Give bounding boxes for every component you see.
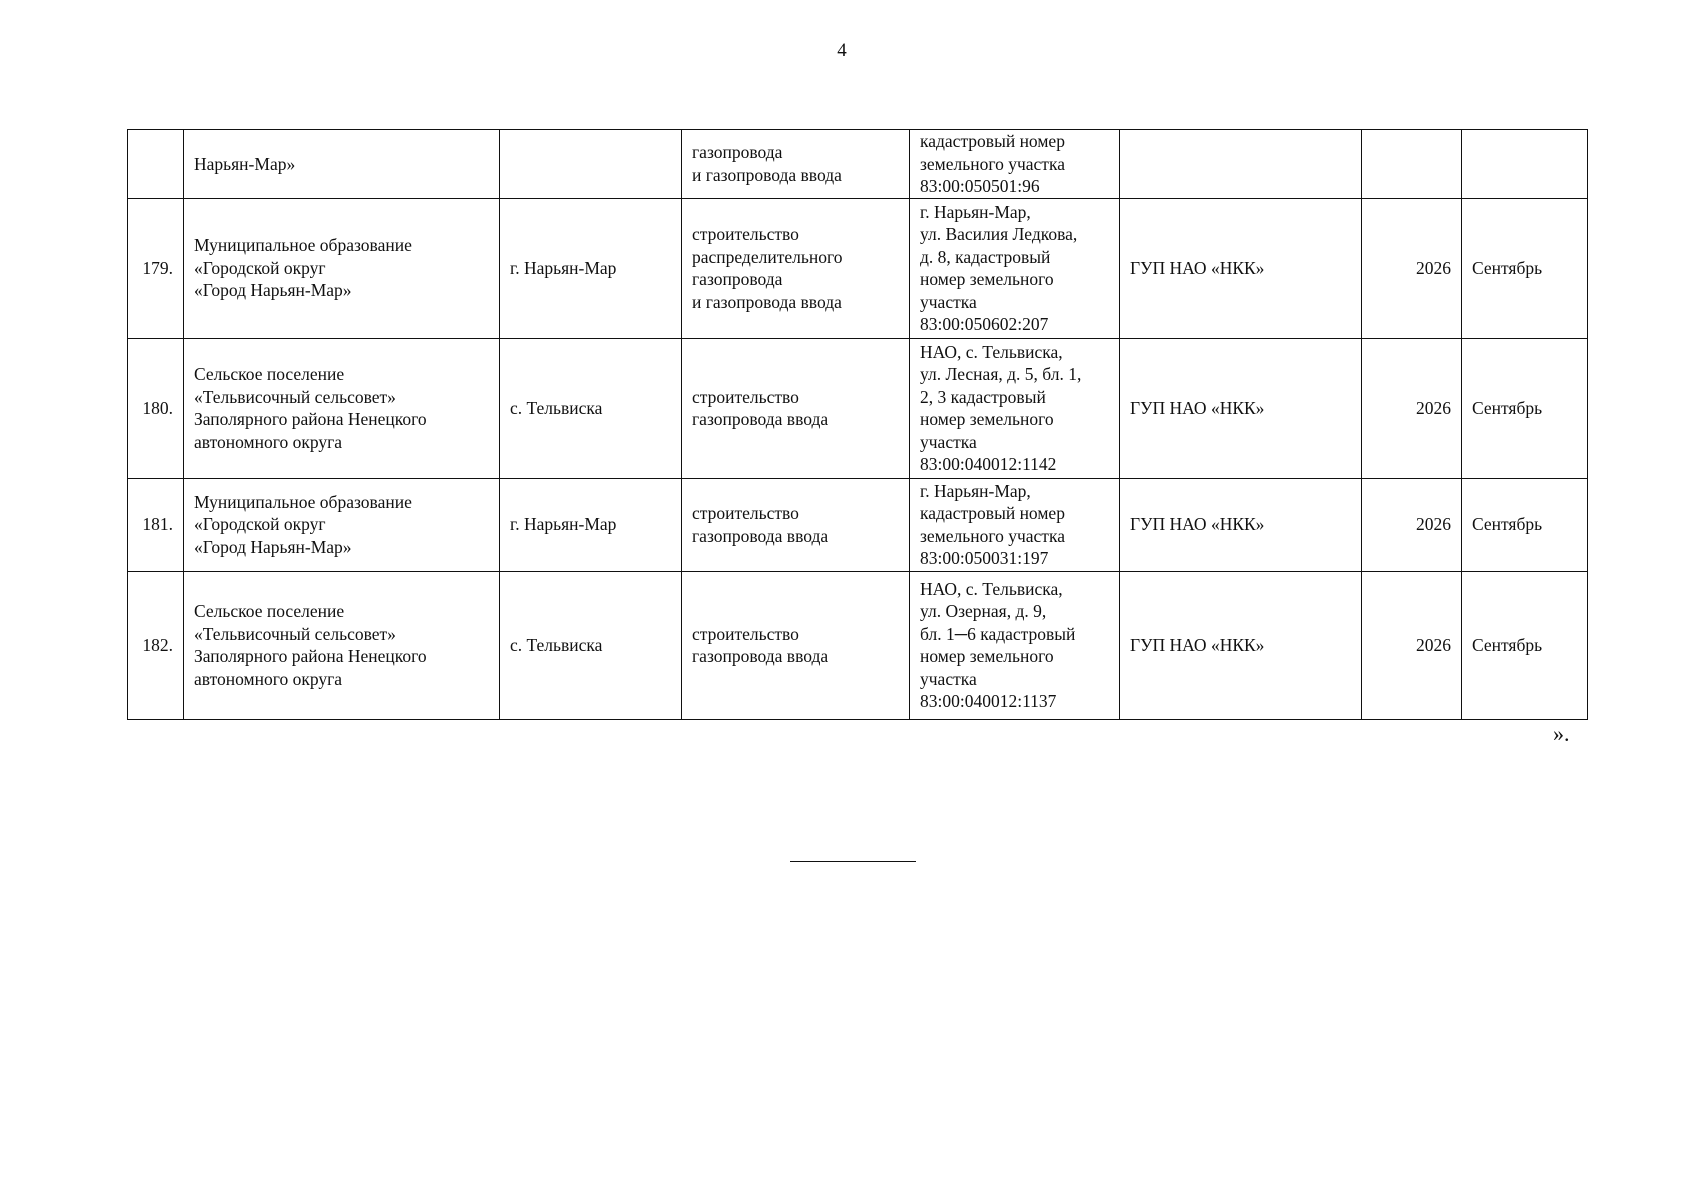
locality: с. Тельвиска: [500, 338, 682, 478]
executor-name: ГУП НАО «НКК»: [1120, 338, 1362, 478]
year: [1362, 130, 1462, 199]
year: 2026: [1362, 198, 1462, 338]
month: Сентябрь: [1462, 338, 1588, 478]
work-description: строительство газопровода ввода: [692, 503, 829, 546]
row-number: 180.: [128, 338, 184, 478]
locality: г. Нарьян-Мар: [500, 198, 682, 338]
month: [1462, 130, 1588, 199]
municipality-name: Нарьян-Мар»: [194, 153, 296, 174]
table-row: [128, 198, 1588, 338]
work-description: газопровода и газопровода ввода: [692, 142, 842, 185]
work-description: строительство газопровода ввода: [692, 386, 829, 429]
month: Сентябрь: [1462, 478, 1588, 571]
year: 2026: [1362, 338, 1462, 478]
year: 2026: [1362, 478, 1462, 571]
table-row: [128, 478, 1588, 571]
row-number: [128, 130, 184, 199]
table-row: [128, 130, 1588, 199]
end-of-document-line: [790, 861, 916, 862]
municipality-name: Муниципальное образование «Городской округ «Город Нарьян-Мар»: [194, 235, 412, 301]
object-address: НАО, с. Тельвиска, ул. Лесная, д. 5, бл. 1, 2, 3 кадастровый номер земельного участка 83:00:040012:1142: [920, 341, 1082, 474]
year: 2026: [1362, 571, 1462, 719]
row-number: 179.: [128, 198, 184, 338]
closing-quote-mark: ».: [1553, 721, 1570, 746]
table-row: [128, 571, 1588, 719]
object-address: кадастровый номер земельного участка 83:00:050501:96: [920, 131, 1065, 196]
registry-table: [127, 129, 1588, 720]
executor-name: ГУП НАО «НКК»: [1120, 198, 1362, 338]
locality: [500, 130, 682, 199]
executor-name: [1120, 130, 1362, 199]
page-number: 4: [837, 40, 847, 61]
work-description: строительство газопровода ввода: [692, 623, 829, 666]
object-address: г. Нарьян-Мар, кадастровый номер земельного участка 83:00:050031:197: [920, 480, 1065, 568]
executor-name: ГУП НАО «НКК»: [1120, 478, 1362, 571]
locality: с. Тельвиска: [500, 571, 682, 719]
object-address: г. Нарьян-Мар, ул. Василия Ледкова, д. 8, кадастровый номер земельного участка 83:00:050602:207: [920, 201, 1078, 334]
work-description: строительство распределительного газопровода и газопровода ввода: [692, 224, 843, 312]
municipality-name: Сельское поселение «Тельвисочный сельсовет» Заполярного района Ненецкого автономного округа: [194, 601, 427, 689]
row-number: 181.: [128, 478, 184, 571]
row-number: 182.: [128, 571, 184, 719]
object-address: НАО, с. Тельвиска, ул. Озерная, д. 9, бл. 1─6 кадастровый номер земельного участка 83:00:040012:1137: [920, 578, 1076, 711]
locality: г. Нарьян-Мар: [500, 478, 682, 571]
executor-name: ГУП НАО «НКК»: [1120, 571, 1362, 719]
municipality-name: Сельское поселение «Тельвисочный сельсовет» Заполярного района Ненецкого автономного округа: [194, 364, 427, 452]
month: Сентябрь: [1462, 198, 1588, 338]
table-row: [128, 338, 1588, 478]
month: Сентябрь: [1462, 571, 1588, 719]
municipality-name: Муниципальное образование «Городской округ «Город Нарьян-Мар»: [194, 491, 412, 557]
